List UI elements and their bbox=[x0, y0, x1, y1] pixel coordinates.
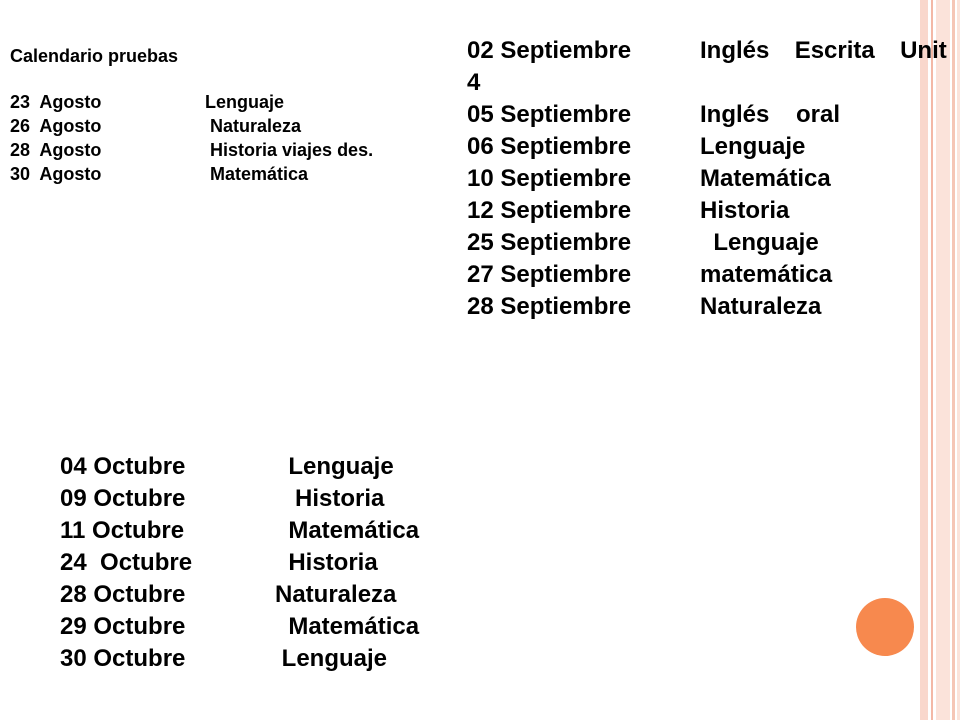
october-schedule bbox=[60, 451, 419, 675]
row-date: 30 Agosto bbox=[10, 164, 102, 184]
row-subject: Inglés oral bbox=[700, 101, 841, 128]
row-date: 06 Septiembre bbox=[467, 133, 632, 160]
schedule-row bbox=[10, 114, 373, 138]
schedule-row bbox=[10, 138, 373, 162]
row-subject: Lenguaje bbox=[700, 229, 819, 256]
schedule-row-continuation bbox=[467, 67, 957, 99]
schedule-row bbox=[60, 611, 419, 643]
schedule-row bbox=[60, 643, 419, 675]
row-date: 02 Septiembre bbox=[467, 37, 632, 64]
row-subject: Naturaleza bbox=[200, 116, 302, 136]
schedule-row bbox=[467, 227, 957, 259]
row-date: 28 Agosto bbox=[10, 140, 102, 160]
august-schedule bbox=[10, 44, 373, 186]
schedule-row bbox=[467, 99, 957, 131]
row-subject: Lenguaje bbox=[200, 92, 285, 112]
row-subject: Matemática bbox=[700, 165, 831, 192]
schedule-row bbox=[60, 547, 419, 579]
row-date: 28 Octubre bbox=[60, 581, 186, 608]
calendar-title: Calendario pruebas bbox=[10, 46, 179, 66]
row-subject: Lenguaje bbox=[700, 133, 806, 160]
row-subject: matemática bbox=[700, 261, 833, 288]
row-subject: Matemática bbox=[200, 164, 309, 184]
row-date: 10 Septiembre bbox=[467, 165, 632, 192]
row-date: 12 Septiembre bbox=[467, 197, 632, 224]
schedule-row bbox=[467, 163, 957, 195]
row-subject: Inglés Escrita Unit bbox=[700, 37, 947, 64]
row-date: 29 Octubre bbox=[60, 613, 186, 640]
september-schedule bbox=[467, 35, 957, 323]
row-subject: Matemática bbox=[275, 517, 420, 544]
schedule-row bbox=[10, 90, 373, 114]
row-subject: Lenguaje bbox=[275, 453, 394, 480]
row-date: 24 Octubre bbox=[60, 549, 193, 576]
row-date: 11 Octubre bbox=[60, 517, 185, 544]
schedule-row bbox=[60, 515, 419, 547]
schedule-row bbox=[60, 579, 419, 611]
schedule-row bbox=[60, 483, 419, 515]
row-subject: Lenguaje bbox=[275, 645, 388, 672]
row-subject: Matemática bbox=[275, 613, 420, 640]
row-date: 05 Septiembre bbox=[467, 101, 632, 128]
schedule-row bbox=[467, 35, 957, 67]
row-date: 23 Agosto bbox=[10, 92, 102, 112]
row-date: 04 Octubre bbox=[60, 453, 186, 480]
schedule-row bbox=[10, 162, 373, 186]
row-subject: Historia bbox=[275, 485, 385, 512]
schedule-row bbox=[60, 451, 419, 483]
row-date: 30 Octubre bbox=[60, 645, 186, 672]
row-subject: Historia bbox=[700, 197, 790, 224]
row-date: 25 Septiembre bbox=[467, 229, 632, 256]
schedule-row bbox=[467, 291, 957, 323]
row-subject: Naturaleza bbox=[700, 293, 822, 320]
row-date: 27 Septiembre bbox=[467, 261, 632, 288]
row-date: 4 bbox=[467, 69, 481, 96]
row-subject: Historia bbox=[275, 549, 378, 576]
schedule-row bbox=[467, 259, 957, 291]
decorative-orange-circle bbox=[856, 598, 914, 656]
schedule-row bbox=[467, 131, 957, 163]
row-subject: Naturaleza bbox=[275, 581, 397, 608]
row-date: 09 Octubre bbox=[60, 485, 186, 512]
schedule-row bbox=[467, 195, 957, 227]
row-subject: Historia viajes des. bbox=[200, 140, 374, 160]
row-subject bbox=[700, 67, 957, 99]
row-date: 26 Agosto bbox=[10, 116, 102, 136]
row-date: 28 Septiembre bbox=[467, 293, 632, 320]
